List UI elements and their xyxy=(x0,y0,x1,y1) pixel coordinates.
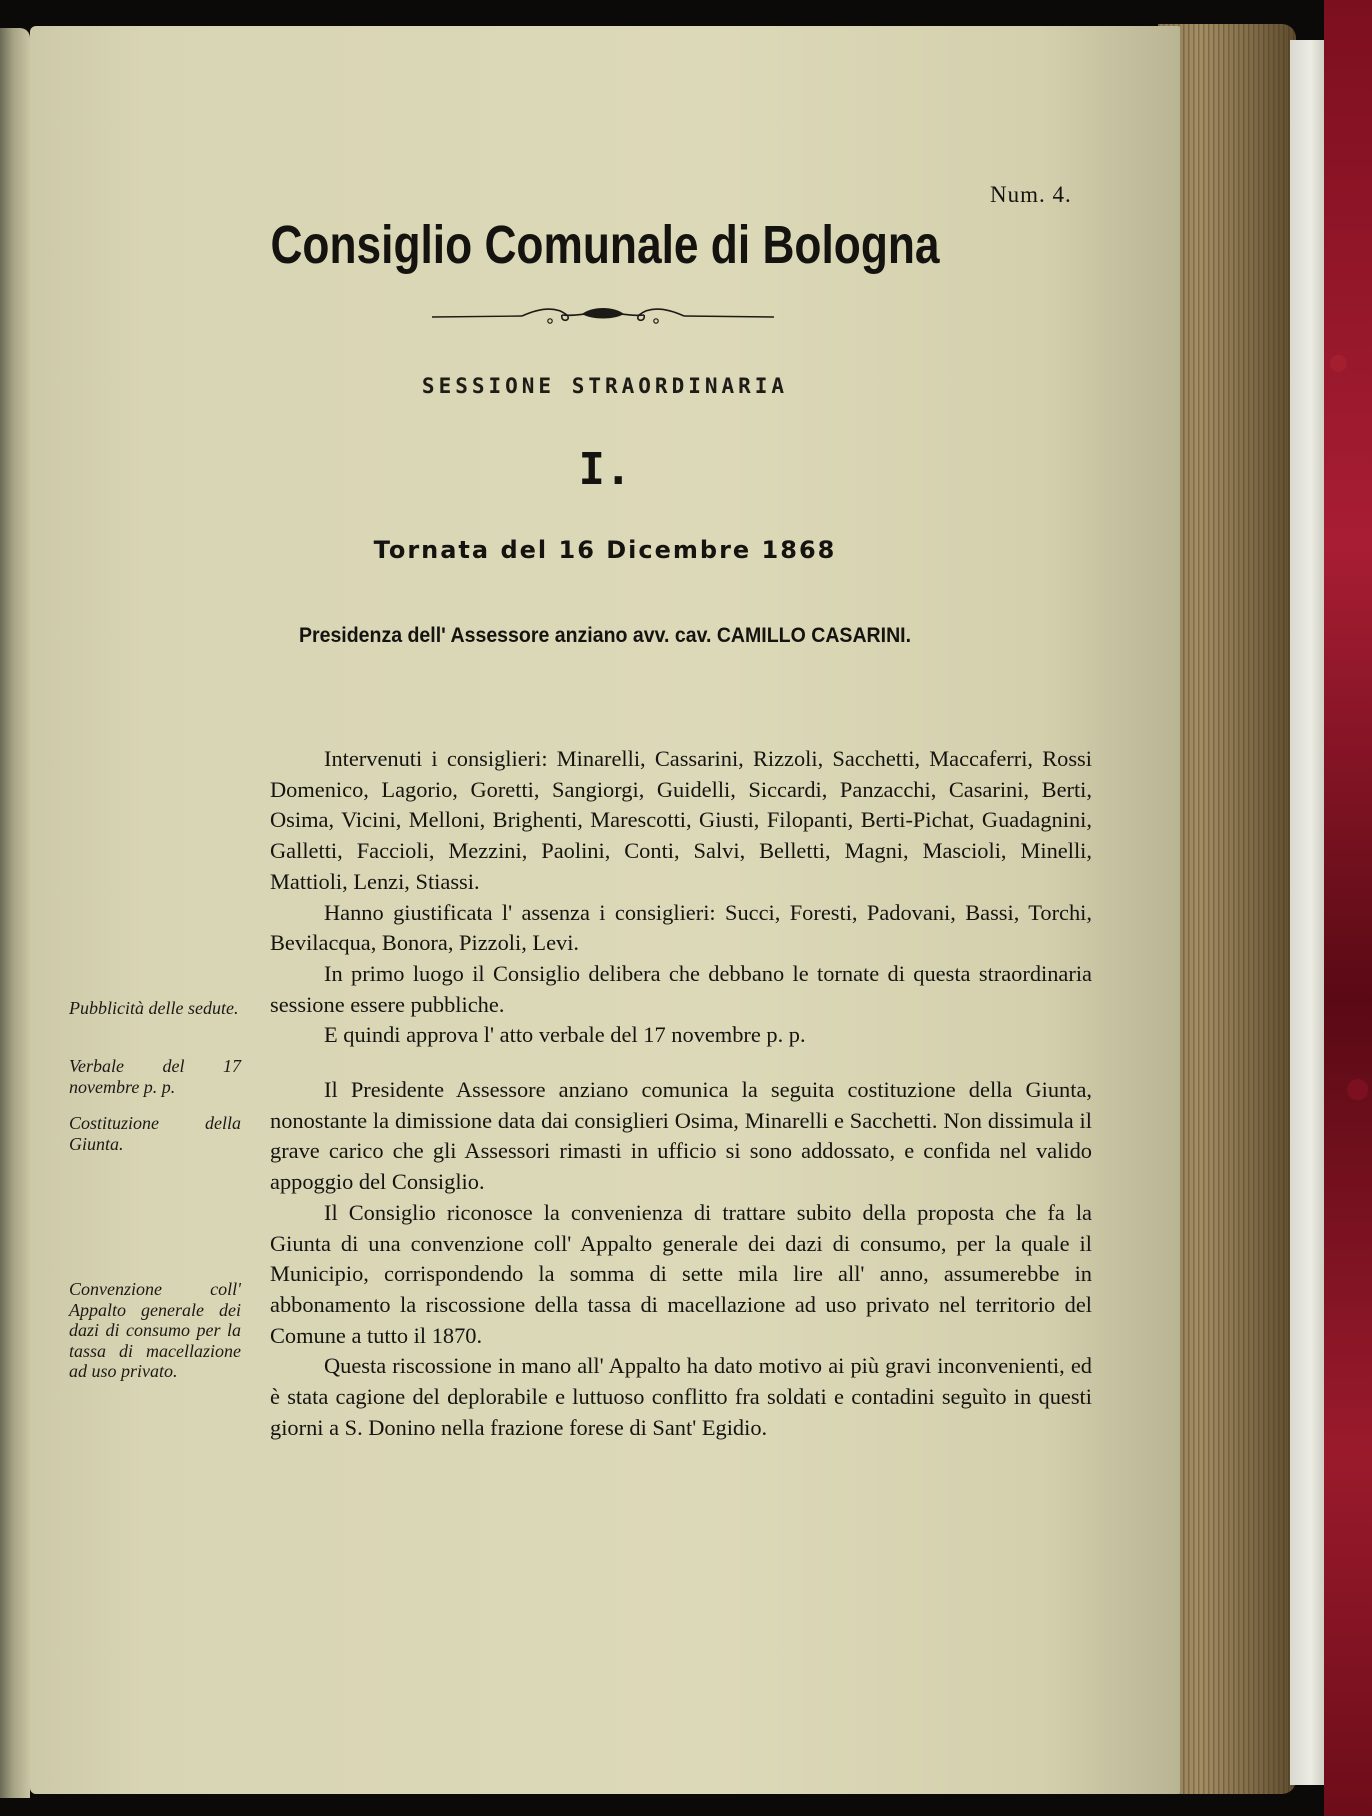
paragraph-collection: Questa riscossione in mano all' Appalto ha dato motivo ai più gravi inconvenienti, ed è stata cagione del deplorabile e luttuoso conflitto fra soldati e contadini seguìto in questi giorni a S. Donino nella frazione forese di Sant' Egidio. xyxy=(270,1353,1092,1440)
paragraph-minutes: E quindi approva l' atto verbale del 17 novembre p. p. xyxy=(324,1022,806,1048)
session-date: Tornata del 16 Dicembre 1868 xyxy=(373,536,837,564)
issue-number: Num. 4. xyxy=(990,182,1072,207)
ornament-divider-icon xyxy=(432,303,774,329)
margin-note: Convenzione coll' Appalto generale dei dazi di consumo per la tassa di macellazione ad uso privato. xyxy=(69,1279,241,1381)
paragraph-giunta: Il Presidente Assessore anziano comunica la seguita costituzione della Giunta, nonostante la dimissione data dai consiglieri Osima, Minarelli e Sacchetti. Non dissimula il grave carico che gli Assessori rimasti in ufficio si sono addossato, e confida nel valido appoggio del Consiglio. xyxy=(270,1077,1092,1195)
body-text xyxy=(270,744,1092,1443)
paragraph-convention: Il Consiglio riconosce la convenienza di trattare subito della proposta che fa la Giunta di una convenzione coll' Appalto generale dei dazi di consumo, per la quale il Municipio, corrispondendo la somma di sette mila lire all' anno, assumerebbe in abbonamento la riscossione della tassa di macellazione ad uso privato nel territorio del Comune a tutto il 1870. xyxy=(270,1199,1092,1348)
paragraph-absentees: Hanno giustificata l' assenza i consiglieri: Succi, Foresti, Padovani, Bassi, Torchi, Bevilacqua, Bonora, Pizzoli, Levi. xyxy=(270,899,1092,956)
session-heading: SESSIONE STRAORDINARIA xyxy=(421,374,789,398)
paragraph-public-sessions: In primo luogo il Consiglio delibera che debbano le tornate di questa straordinaria sessione essere pubbliche. xyxy=(270,960,1092,1017)
session-number: I. xyxy=(578,444,632,495)
presidency-line: Presidenza dell' Assessore anziano avv. cav. CAMILLO CASARINI. xyxy=(298,624,912,647)
margin-note: Costituzione della Giunta. xyxy=(69,1113,241,1154)
marbled-cover-edge xyxy=(1324,0,1372,1816)
previous-page-edge xyxy=(0,28,30,1798)
document-page xyxy=(30,26,1180,1794)
margin-note: Pubblicità delle sedute. xyxy=(69,998,239,1018)
page-title: Consiglio Comunale di Bologna xyxy=(270,215,940,275)
margin-note: Verbale del 17 novembre p. p. xyxy=(69,1056,241,1097)
endpaper-edge xyxy=(1290,40,1324,1785)
paragraph-attendees: Intervenuti i consiglieri: Minarelli, Cassarini, Rizzoli, Sacchetti, Maccaferri, Rossi Domenico, Lagorio, Goretti, Sangiorgi, Guidelli, Siccardi, Panzacchi, Casarini, Berti, Osima, Vicini, Melloni, Brighenti, Marescotti, Giusti, Filopanti, Berti-Pichat, Guadagnini, Galletti, Faccioli, Mezzini, Paolini, Conti, Salvi, Belletti, Magni, Mascioli, Minelli, Mattioli, Lenzi, Stiassi. xyxy=(270,746,1092,894)
